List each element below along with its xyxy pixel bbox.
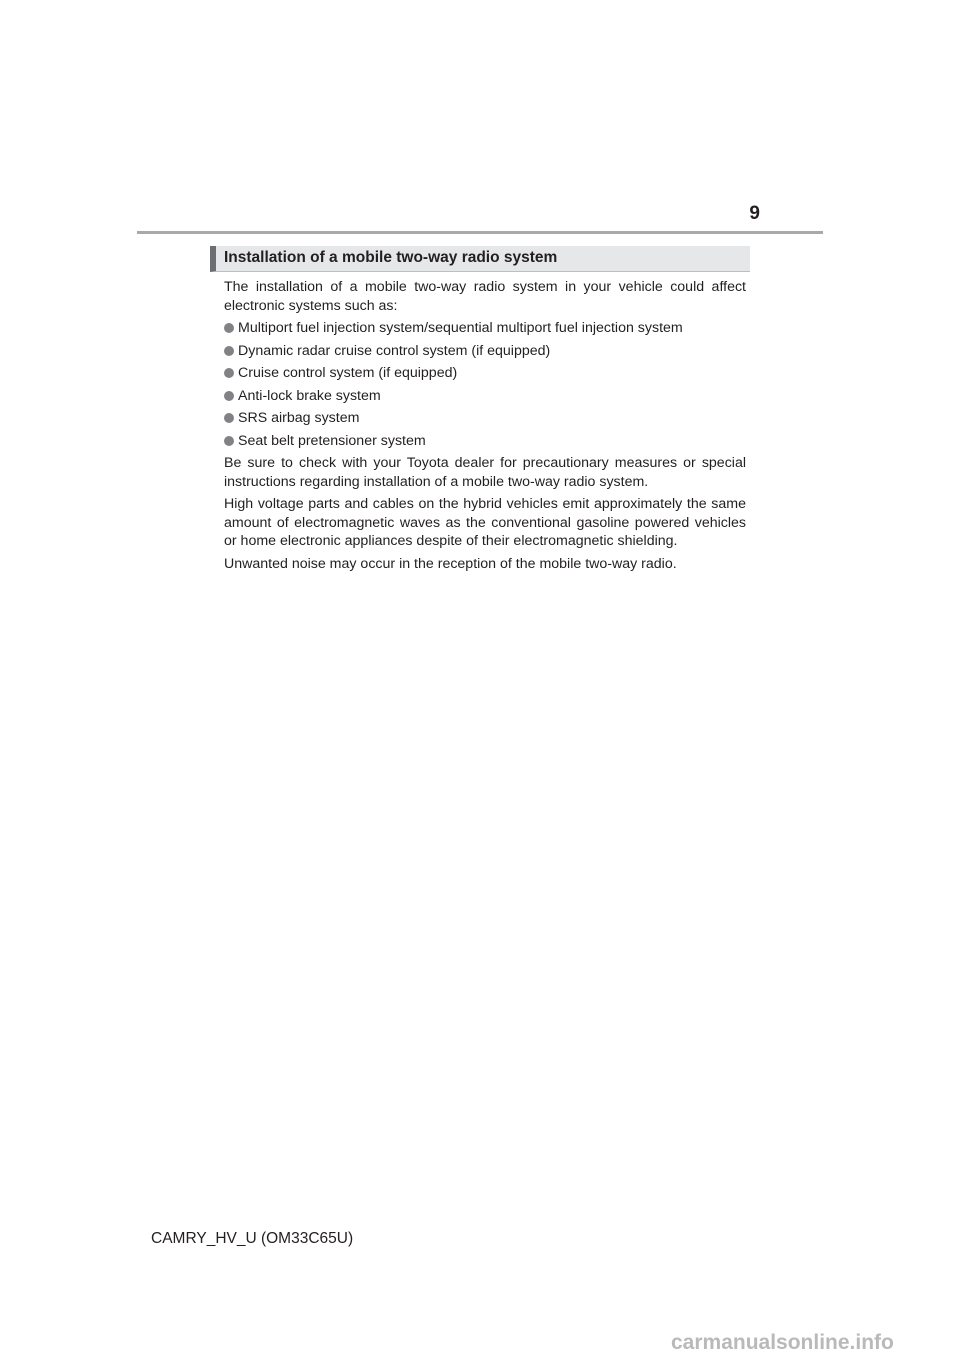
- bullet-icon: [224, 346, 234, 356]
- list-item: Dynamic radar cruise control system (if equipped): [224, 342, 746, 361]
- bullet-icon: [224, 323, 234, 333]
- bullet-icon: [224, 413, 234, 423]
- section-heading-text: Installation of a mobile two-way radio system: [224, 249, 558, 266]
- intro-paragraph: The installation of a mobile two-way radio system in your vehicle could affect electronic systems such as:: [224, 279, 746, 314]
- list-item: Anti-lock brake system: [224, 387, 746, 406]
- section-content: [224, 278, 746, 577]
- list-item: Cruise control system (if equipped): [224, 364, 746, 383]
- list-item: Seat belt pretensioner system: [224, 432, 746, 451]
- page-number: 9: [749, 203, 760, 224]
- header-rule: [137, 231, 823, 234]
- list-item: SRS airbag system: [224, 409, 746, 428]
- section-heading: [210, 246, 750, 272]
- bullet-icon: [224, 368, 234, 378]
- emission-paragraph: High voltage parts and cables on the hybrid vehicles emit approximately the same amount of electromagnetic waves as the conventional gasoline powered vehicles or home electronic appliances despite of their electromagnetic shielding.: [224, 496, 746, 549]
- dealer-paragraph: Be sure to check with your Toyota dealer for precautionary measures or special instructions regarding installation of a mobile two-way radio system.: [224, 455, 746, 490]
- watermark: carmanualsonline.info: [671, 1331, 894, 1354]
- bullet-icon: [224, 391, 234, 401]
- noise-paragraph: Unwanted noise may occur in the reception of the mobile two-way radio.: [224, 555, 677, 572]
- affected-systems-list: [224, 319, 746, 450]
- footer-code: CAMRY_HV_U (OM33C65U): [151, 1230, 354, 1247]
- bullet-icon: [224, 436, 234, 446]
- list-item: Multiport fuel injection system/sequential multiport fuel injection system: [224, 319, 746, 338]
